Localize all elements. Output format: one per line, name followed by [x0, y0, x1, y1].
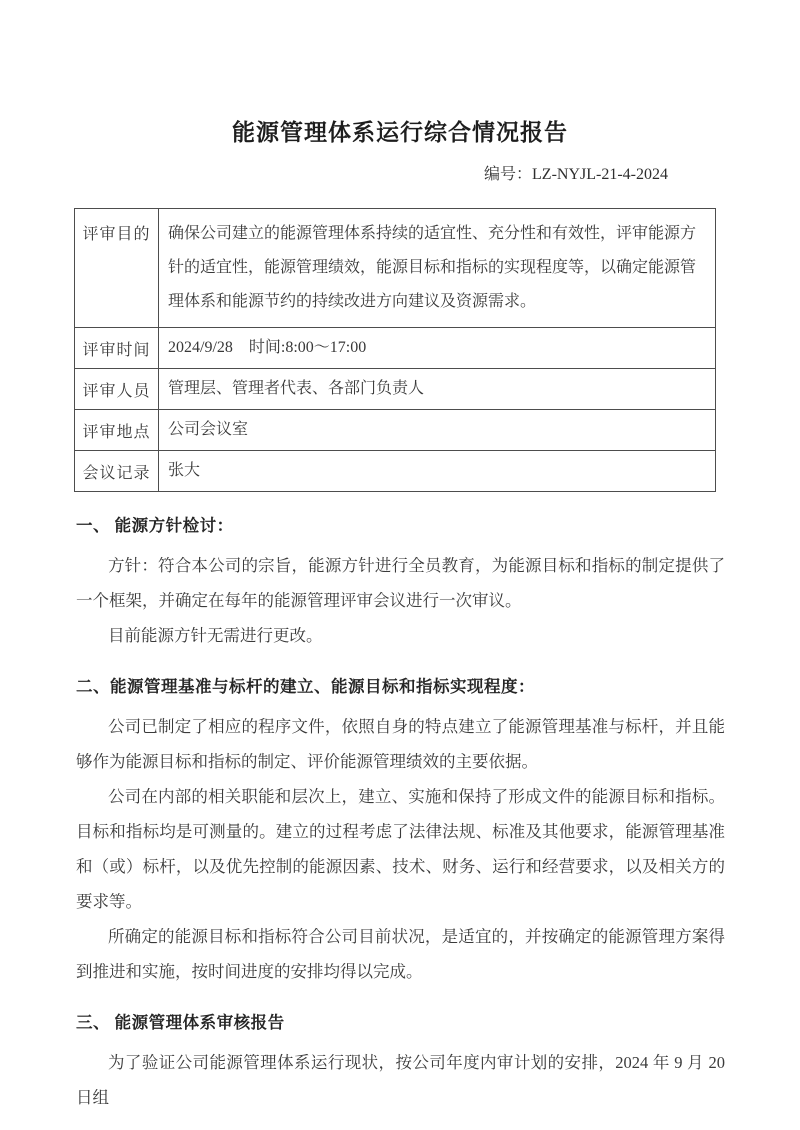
paragraph: 方针：符合本公司的宗旨，能源方针进行全员教育，为能源目标和指标的制定提供了一个框架，并确定在每年的能源管理评审会议进行一次审议。 — [76, 556, 725, 610]
paragraph: 为了验证公司能源管理体系运行现状，按公司年度内审计划的安排，2024 年 9 月 20 日组 — [76, 1053, 726, 1107]
paragraph: 目前能源方针无需进行更改。 — [108, 626, 323, 645]
review-info-table — [74, 208, 716, 492]
table-row-recorder — [75, 451, 716, 492]
section-energy-policy — [0, 514, 800, 653]
section-heading: 三、 能源管理体系审核报告 — [76, 1013, 285, 1032]
paragraph: 公司已制定了相应的程序文件，依照自身的特点建立了能源管理基准与标杆，并且能够作为能源目标和指标的制定、评价能源管理绩效的主要依据。 — [76, 717, 725, 771]
section-benchmarks-targets — [0, 675, 800, 989]
table-row-personnel — [75, 369, 716, 410]
table-row-time — [75, 328, 716, 369]
row-label: 评审地点 — [75, 410, 159, 451]
row-label: 评审目的 — [75, 209, 159, 328]
section-heading: 一、 能源方针检讨： — [76, 516, 234, 535]
row-value: 确保公司建立的能源管理体系持续的适宜性、充分性和有效性，评审能源方针的适宜性，能源管理绩效，能源目标和指标的实现程度等，以确定能源管理体系和能源节约的持续改进方向建议及资源需求。 — [159, 209, 716, 328]
row-label: 评审时间 — [75, 328, 159, 369]
row-value: 张大 — [159, 451, 716, 492]
section-heading: 二、能源管理基准与标杆的建立、能源目标和指标实现程度： — [76, 677, 535, 696]
row-value: 管理层、管理者代表、各部门负责人 — [159, 369, 716, 410]
document-body — [0, 514, 800, 1115]
page-title: 能源管理体系运行综合情况报告 — [232, 120, 568, 145]
row-value: 2024/9/28 时间:8:00～17:00 — [159, 328, 716, 369]
paragraph: 所确定的能源目标和指标符合公司目前状况，是适宜的，并按确定的能源管理方案得到推进和实施，按时间进度的安排均得以完成。 — [76, 927, 725, 981]
document-number: 编号：LZ-NYJL-21-4-2024 — [484, 166, 668, 183]
paragraph: 公司在内部的相关职能和层次上，建立、实施和保持了形成文件的能源目标和指标。目标和指标均是可测量的。建立的过程考虑了法律法规、标准及其他要求，能源管理基准和（或）标杆，以及优先控制的能源因素、技术、财务、运行和经营要求，以及相关方的要求等。 — [76, 787, 725, 911]
row-value: 公司会议室 — [159, 410, 716, 451]
table-row-purpose — [75, 209, 716, 328]
row-label: 评审人员 — [75, 369, 159, 410]
table-row-location — [75, 410, 716, 451]
section-audit-report — [0, 1011, 800, 1115]
row-label: 会议记录 — [75, 451, 159, 492]
